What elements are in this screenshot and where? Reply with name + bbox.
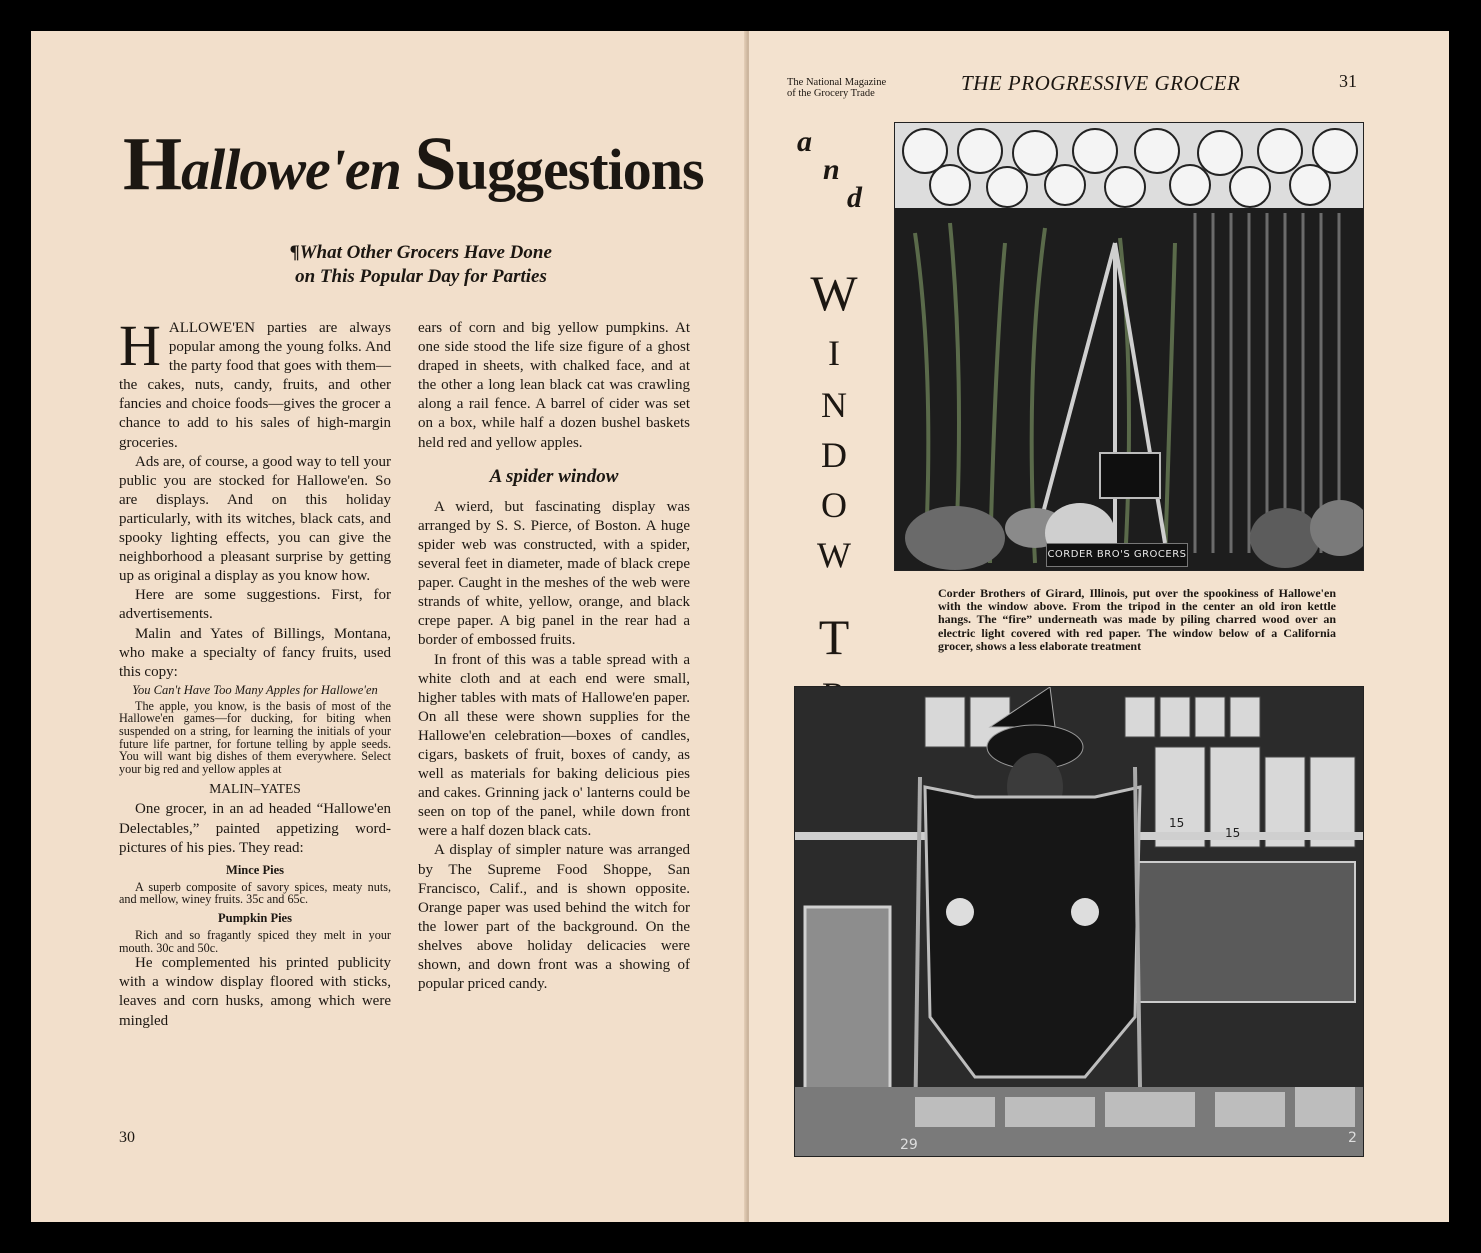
pumpkin-pies-heading: Pumpkin Pies [218,911,292,925]
paragraph-intro-text: ALLOWE'EN parties are always popular among the young folks. And the party food that goes with them—the cakes, nuts, candy, fruits, and other fancies and choice foods—gives the grocer a chance to add to his sales of high-margin groceries. [119,320,391,451]
price-tag-2: 15 [1225,826,1241,840]
masthead-tagline-1: The National Magazine [787,77,887,88]
headline-h: H [123,122,182,206]
witch-photo-illustration [795,687,1363,1156]
vertical-and-n: n [823,153,840,186]
subhead-line-1: ¶What Other Grocers Have Done [290,242,552,263]
masthead-tagline [787,77,886,99]
vertical-and-a: a [797,125,812,158]
vertical-window-d: D [821,435,847,475]
subheadline [191,241,651,289]
paragraph-pumpkins: ears of corn and big yellow pumpkins. At one side stood the life size figure of a ghost draped in sheets, with chalked face, and at the other a long lean black cat was crawling along a rail fence. A barrel of cider was set on a box, while half a dozen bushel baskets held red and yellow apples. [418,320,690,451]
drop-cap: H [119,313,161,378]
photo-caption: Corder Brothers of Girard, Illinois, put over the spookiness of Hallowe'en with the window above. From the tripod in the center an old iron kettle hangs. The “fire” underneath was made by piling charred wood over an electric light covered with red paper. The window below of a California grocer, shows a less elaborate treatment [938,586,1336,653]
photo-corder-brothers-window [894,122,1364,571]
photo-california-witch-window [794,686,1364,1157]
paragraph-spider: A wierd, but fascinating display was arranged by S. S. Pierce, of Boston. A huge spider web was constructed, with a spider, several feet in diameter, made of black crepe paper. Caught in the meshes of the web were strands of white, yellow, orange, and black crepe paper. A big panel in the rear had a border of embossed fruits. [418,498,690,649]
vertical-window-w: W [810,265,858,321]
headline-uggestions: uggestions [455,137,704,202]
column-2 [418,319,690,994]
column-1 [119,313,391,1031]
mince-pies-text: A superb composite of savory spices, meaty nuts, and mellow, winey fruits. 35c and 65c. [119,879,391,907]
paragraph-supreme-food: A display of simpler nature was arranged by The Supreme Food Shoppe, San Francisco, Calif., and is shown opposite. Orange paper was used behind the witch for the lower part of the background. On the shelves above holiday delicacies were shown, and down front was a showing of popular priced candy. [418,842,690,993]
section-heading-spider-window: A spider window [489,465,619,487]
price-tag-4: 2 [1348,1130,1357,1146]
mince-pies-heading: Mince Pies [226,862,284,877]
paragraph-intro [119,313,391,453]
vertical-window-o: O [821,485,847,525]
paragraph-window-display: He complemented his printed publicity with a window display floored with sticks, leaves and corn husks, among which were mingled [119,955,391,1029]
page-number-right: 31 [1339,71,1357,91]
corder-grocers-sign: CORDER BRO'S GROCERS [1046,543,1188,567]
ad-signature: MALIN–YATES [209,781,301,797]
vertical-and-d: d [847,181,862,214]
paragraph-malin-yates: Malin and Yates of Billings, Montana, who make a specialty of fancy fruits, used this copy: [119,625,391,680]
paragraph-delectables: One grocer, in an ad headed “Hallowe'en Delectables,” painted appetizing word-pictures of his pies. They read: [119,801,391,856]
headline-s: S [414,122,456,206]
paragraph-table: In front of this was a table spread with a white cloth and at each end were small, higher tables with mats of Hallowe'en paper. On all these were shown supplies for the Hallowe'en celebration—boxes of candles, cigars, baskets of fruit, boxes of candy, as well as materials for baking delicious pies and cakes. Grinning jack o' lanterns could be seen on top of the panel, while down front were a half dozen black cats. [418,651,690,840]
left-page [31,31,747,1222]
price-tag-3: 29 [900,1137,918,1153]
vertical-trims-t: T [818,609,850,665]
headline-allowe: allowe'en [181,137,401,202]
vertical-window-w2: W [817,535,851,575]
pumpkin-pies-text: Rich and so fragantly spiced they melt in your mouth. 30c and 50c. [119,928,391,955]
paragraph-suggestions: Here are some suggestions. First, for advertisements. [119,587,391,623]
price-tag-1: 15 [1169,816,1185,830]
right-page [749,31,1449,1222]
page-number-left: 30 [119,1129,135,1146]
ad-headline: You Can't Have Too Many Apples for Hallowe'en [132,682,378,697]
subhead-line-2: on This Popular Day for Parties [295,266,547,287]
headline [123,122,723,206]
vertical-window-n: N [821,385,847,425]
window-photo-illustration [895,123,1363,570]
masthead-title: THE PROGRESSIVE GROCER [961,71,1241,95]
masthead-tagline-2: of the Grocery Trade [787,88,875,99]
paragraph-ads: Ads are, of course, a good way to tell your public you are stocked for Hallowe'en. So are displays. And on this holiday particularly, with its witches, black cats, and spooky lighting effects, you can give the neighborhood a pleasant surprise by getting up as original a display as you know how. [119,453,391,585]
ad-copy: The apple, you know, is the basis of most of the Hallowe'en games—for ducking, for biting when suspended on a string, for learning the initials of your future life partner, for fortune telling by apple seeds. You will want big dishes of them everywhere. Select your big red and yellow apples at [119,698,391,776]
vertical-window-i: I [828,333,840,373]
